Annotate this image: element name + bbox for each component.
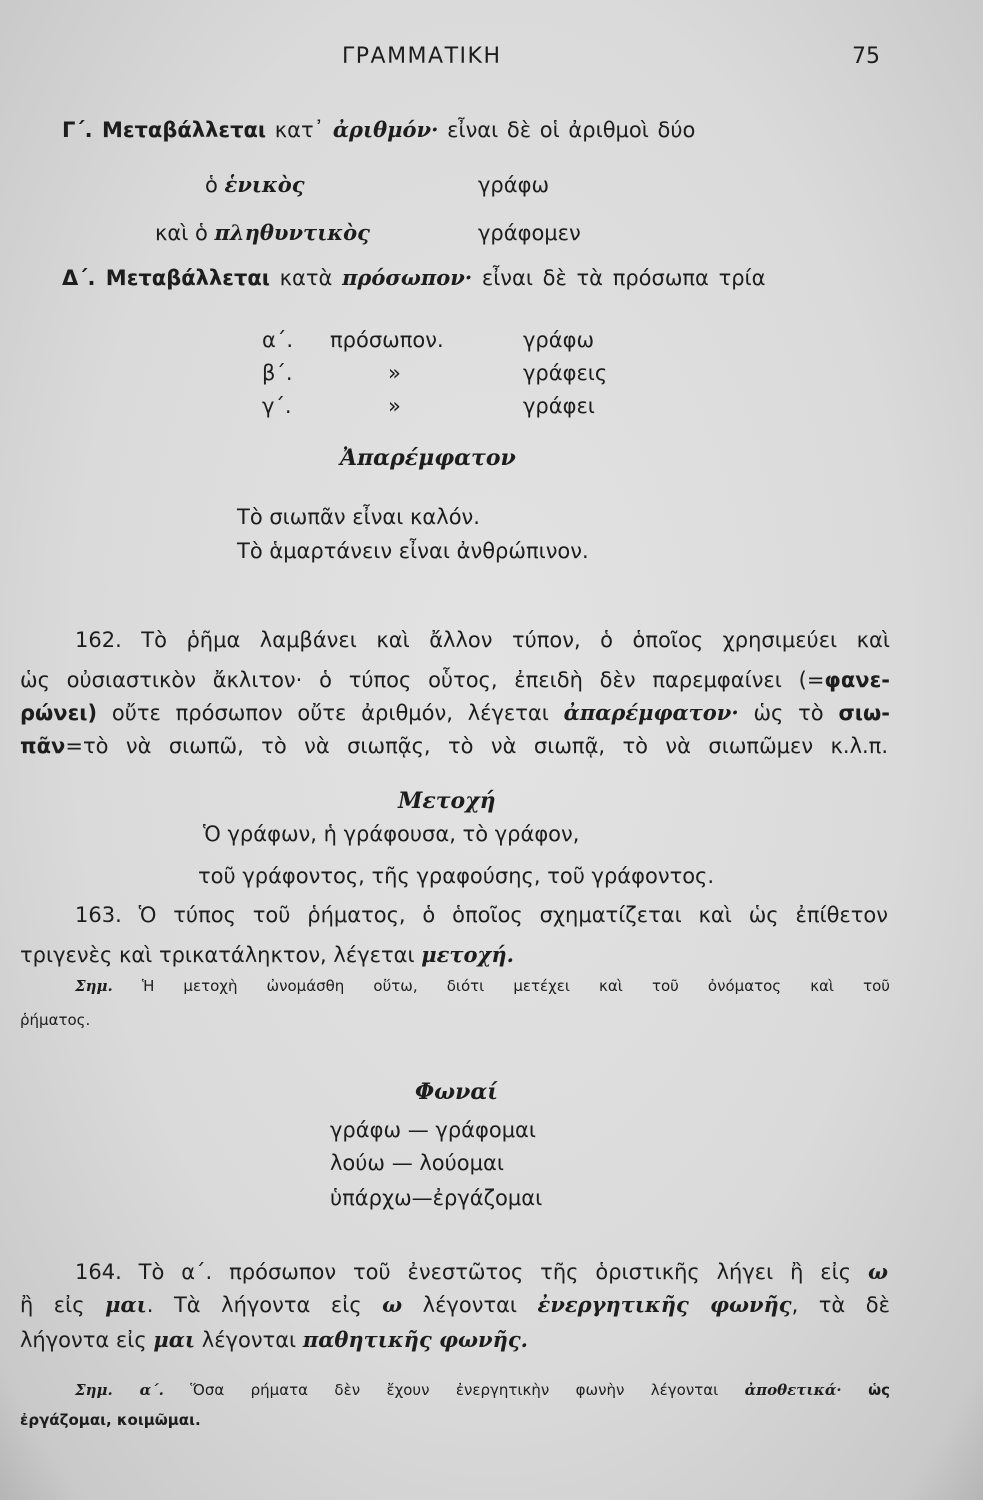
article: καὶ ὁ: [155, 221, 208, 245]
note-label: Σημ.: [75, 977, 113, 995]
text: 163. Ὁ τύπος τοῦ ῥήματος, ὁ ὁποῖος σχηματίζεται καὶ ὡς ἐπίθετον: [75, 903, 888, 927]
text: κατ᾽: [274, 118, 325, 142]
participle-example: Ὁ γράφων, ἡ γράφουσα, τὸ γράφον,: [203, 822, 580, 846]
text: =τὸ νὰ σιωπῶ, τὸ νὰ σιωπᾷς, τὸ νὰ σιωπᾷ, τὸ νὰ σιωπῶμεν κ.λ.π.: [65, 734, 888, 758]
term: ω: [382, 1292, 403, 1317]
number-plural: [155, 219, 370, 247]
voices-heading: Φωναί: [415, 1079, 498, 1105]
section-gamma-line: [62, 116, 695, 144]
infinitive-heading: Ἀπαρέμφατον: [340, 445, 516, 471]
emphasis: ρώνει): [20, 701, 98, 725]
paragraph-164-line: [75, 1258, 888, 1286]
person-example: γράφεις: [523, 361, 608, 385]
text: τριγενὲς καὶ τρικατάληκτον, λέγεται: [20, 943, 415, 967]
paragraph-164-line: [20, 1291, 890, 1319]
participle-example: τοῦ γράφοντος, τῆς γραφούσης, τοῦ γράφοντος.: [198, 864, 715, 888]
note-line: ἐργάζομαι, κοιμῶμαι.: [20, 1411, 201, 1429]
emphasis: φανε-: [824, 668, 890, 692]
term: παθητικῆς φωνῆς.: [302, 1327, 528, 1352]
term: ἀπαρέμφατον·: [563, 700, 739, 725]
note-line: [75, 975, 890, 997]
text: . Τὰ λήγοντα εἰς: [146, 1293, 362, 1317]
text: ῥήματος.: [20, 1011, 91, 1029]
section-label: Γ΄. Μεταβάλλεται: [62, 118, 267, 142]
voice-example: λούω — λούομαι: [330, 1151, 504, 1175]
paragraph-164-line: [20, 1326, 528, 1354]
text: ὡς οὐσιαστικὸν ἄκλιτον· ὁ τύπος οὗτος, ἐπειδὴ δὲν παρεμφαίνει (=: [20, 668, 825, 692]
text: λήγοντα εἰς: [20, 1328, 147, 1352]
participle-heading: Μετοχή: [398, 788, 496, 814]
note-label: Σημ. α΄.: [75, 1381, 164, 1399]
page-number: 75: [852, 44, 880, 69]
term: μαι: [105, 1292, 147, 1317]
voice-example: γράφω — γράφομαι: [330, 1118, 537, 1142]
note-line: [75, 1379, 890, 1401]
person-word: πρόσωπον.: [330, 328, 444, 352]
text: ὡς: [868, 1381, 890, 1399]
infinitive-example: Τὸ σιωπᾶν εἶναι καλόν.: [237, 505, 480, 529]
paragraph-162-line: [20, 732, 888, 760]
person-ordinal: α΄.: [262, 328, 294, 352]
emphasis: σιω-: [838, 701, 890, 725]
paragraph-162-line: [20, 666, 890, 694]
example-word: γράφομεν: [478, 221, 581, 245]
text: εἶναι δὲ οἱ ἀριθμοὶ δύο: [447, 118, 696, 142]
term: ω: [868, 1259, 888, 1284]
term: ἐνεργητικῆς φωνῆς: [537, 1292, 792, 1317]
text: 164. Τὸ α΄. πρόσωπον τοῦ ἐνεστῶτος τῆς ὁριστικῆς λήγει ἢ εἰς: [75, 1260, 852, 1284]
term: ἑνικὸς: [224, 172, 305, 197]
paragraph-162-line: [20, 699, 890, 727]
term: μετοχή.: [421, 942, 514, 967]
note-line: [20, 1009, 90, 1031]
text: εἶναι δὲ τὰ πρόσωπα τρία: [481, 266, 766, 290]
text: Ὅσα ρήματα δὲν ἔχουν ἐνεργητικὴν φωνὴν λέγονται: [190, 1381, 719, 1399]
person-ordinal: γ΄.: [262, 394, 292, 418]
term: μαι: [153, 1327, 196, 1352]
person-example: γράφω: [523, 328, 595, 352]
emphasis: πρόσωπον·: [342, 265, 473, 290]
paragraph-163-line: [75, 901, 888, 929]
emphasis: ἀριθμόν·: [332, 117, 439, 142]
text: , τὰ δὲ: [791, 1293, 890, 1317]
text: 162. Τὸ ῥῆμα λαμβάνει καὶ ἄλλον τύπον, ὁ ὁποῖος χρησιμεύει καὶ: [75, 628, 890, 652]
text: οὔτε πρόσωπον οὔτε ἀριθμόν, λέγεται: [111, 701, 549, 725]
number-singular: [205, 171, 305, 199]
text: ὡς τὸ: [753, 701, 824, 725]
example-word: γράφω: [478, 173, 550, 197]
person-example: γράφει: [523, 394, 595, 418]
term: ἀποθετικά·: [744, 1381, 842, 1399]
infinitive-example: Τὸ ἁμαρτάνειν εἶναι ἀνθρώπινον.: [237, 539, 589, 563]
ditto-mark: »: [388, 394, 401, 418]
text: λέγονται: [201, 1328, 297, 1352]
paragraph-163-line: [20, 941, 514, 969]
person-ordinal: β΄.: [262, 361, 293, 385]
text: λέγονται: [422, 1293, 518, 1317]
running-head: ΓΡΑΜΜΑΤΙΚΗ: [342, 44, 502, 69]
voice-example: ὑπάρχω—ἐργάζομαι: [330, 1186, 543, 1210]
ditto-mark: »: [388, 361, 401, 385]
article: ὁ: [205, 173, 218, 197]
section-label: Δ΄. Μεταβάλλεται: [62, 266, 270, 290]
text: ἢ εἰς: [20, 1293, 85, 1317]
text: κατὰ: [279, 266, 333, 290]
text: Ἡ μετοχὴ ὠνομάσθη οὕτω, διότι μετέχει καὶ τοῦ ὀνόματος καὶ τοῦ: [141, 977, 890, 995]
term: πληθυντικὸς: [214, 220, 370, 245]
section-delta-line: [62, 264, 766, 292]
emphasis: πᾶν: [20, 734, 66, 758]
paragraph-162-line: [75, 626, 890, 654]
